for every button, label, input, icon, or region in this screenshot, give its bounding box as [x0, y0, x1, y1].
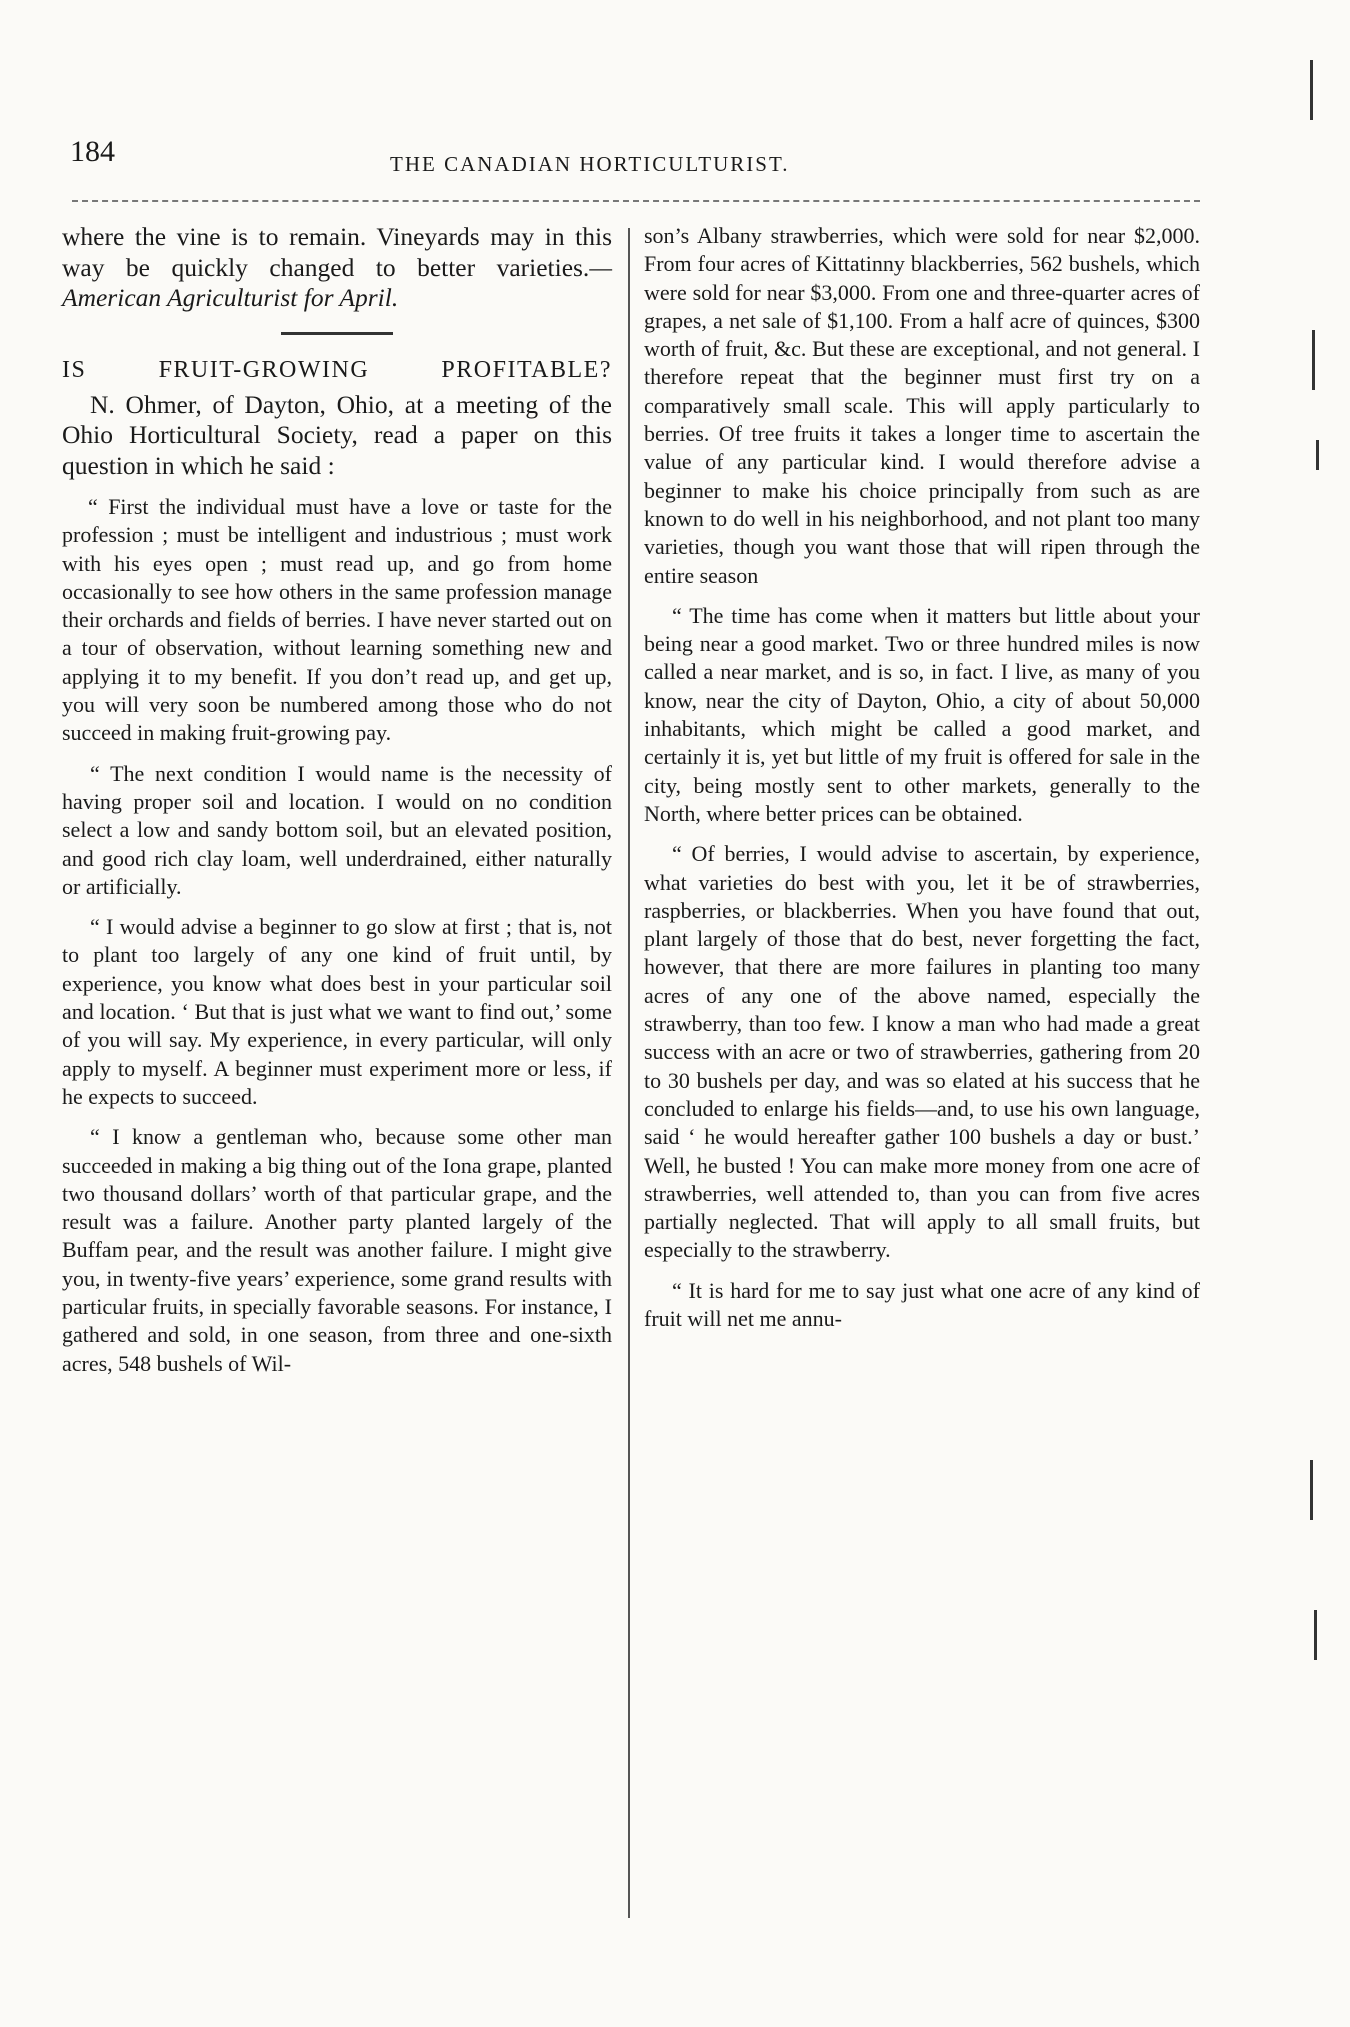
- margin-mark: [1316, 440, 1319, 470]
- article-title: IS FRUIT-GROWING PROFITABLE?: [62, 356, 612, 383]
- margin-mark: [1310, 1460, 1313, 1520]
- paragraph: “ The time has come when it matters but little about your being near a good market. Two or three hundred miles is now called a near market, and is so, in fact. I live, as many of you know, near the city of Dayton, Ohio, a city of about 50,000 inhabitants, which might be called a good market, and certainly it is, yet but little of my fruit is offered for sale in the city, being mostly sent to other markets, generally to the North, where better prices can be obtained.: [644, 602, 1200, 826]
- intro-source: —American Agriculturist for April.: [62, 252, 612, 312]
- margin-mark: [1310, 60, 1313, 120]
- paragraph: “ The next condition I would name is the necessity of having proper soil and location. I would on no condition select a low and sandy bottom soil, but an elevated position, and good rich clay loam, well underdrained, either naturally or artificially.: [62, 760, 612, 899]
- left-column: [62, 222, 612, 1390]
- paragraph: son’s Albany strawberries, which were sold for near $2,000. From four acres of Kittatinny blackberries, 562 bushels, which were sold for near $3,000. From one and three-quarter acres of grapes, a net sale of $1,100. From a half acre of quinces, $300 worth of fruit, &c. But these are exceptional, and not general. I therefore repeat that the beginner must first try on a comparatively small scale. This will apply particularly to berries. Of tree fruits it takes a longer time to ascertain the value of any particular kind. I would therefore advise a beginner to make his choice principally from such as are known to do well in his neighborhood, and not plant too many varieties, though you want those that will ripen through the entire season: [644, 223, 1200, 588]
- section-separator: [281, 332, 393, 335]
- page-number: 184: [70, 135, 115, 168]
- paragraph: “ First the individual must have a love or taste for the profession ; must be intelligent and industrious ; must work with his eyes open ; must read up, and go from home occasionally to see how others in the same profession manage their orchards and fields of berries. I have never started out on a tour of observation, without learning something new and applying it to my benefit. If you don’t read up, and get up, you will very soon be numbered among those who do not succeed in making fruit-growing pay.: [62, 494, 612, 746]
- header-rule: [72, 200, 1200, 202]
- column-divider: [628, 228, 630, 1918]
- running-title: THE CANADIAN HORTICULTURIST.: [390, 152, 790, 176]
- lead-paragraph: N. Ohmer, of Dayton, Ohio, at a meeting of the Ohio Horticultural Society, read a paper on this question in which he said :: [62, 389, 612, 480]
- intro-text: where the vine is to remain. Vineyards may in this way be quickly changed to better varieties.: [62, 222, 612, 282]
- intro-paragraph: [62, 222, 612, 314]
- paragraph: “ I know a gentleman who, because some other man succeeded in making a big thing out of the Iona grape, planted two thousand dollars’ worth of that particular grape, and the result was a failure. Another party planted largely of the Buffam pear, and the result was another failure. I might give you, in twenty-five years’ experience, some grand results with particular fruits, in specially favorable seasons. For instance, I gathered and sold, in one season, from three and one-sixth acres, 548 bushels of Wil-: [62, 1124, 612, 1376]
- paragraph: “ I would advise a beginner to go slow at first ; that is, not to plant too largely of any one kind of fruit until, by experience, you know what does best in your particular soil and location. ‘ But that is just what we want to find out,’ some of you will say. My experience, in every particular, will only apply to myself. A beginner must experiment more or less, if he expects to succeed.: [62, 914, 612, 1109]
- margin-mark: [1312, 330, 1315, 390]
- paragraph: “ It is hard for me to say just what one acre of any kind of fruit will net me annu-: [644, 1277, 1200, 1331]
- margin-mark: [1314, 1610, 1317, 1660]
- paragraph: “ Of berries, I would advise to ascertain, by experience, what varieties do best with you, let it be of strawberries, raspberries, or blackberries. When you have found that out, plant largely of those that do best, never forgetting the fact, however, that there are more failures in planting too many acres of any one of the above named, especially the strawberry, than too few. I know a man who had made a great success with an acre or two of strawberries, gathering from 20 to 30 bushels per day, and was so elated at his success that he concluded to enlarge his fields—and, to use his own language, said ‘ he would hereafter gather 100 bushels a day or bust.’ Well, he busted ! You can make more money from one acre of strawberries, well attended to, than you can from five acres partially neglected. That will apply to all small fruits, but especially to the strawberry.: [644, 841, 1200, 1263]
- right-column: [644, 222, 1200, 1345]
